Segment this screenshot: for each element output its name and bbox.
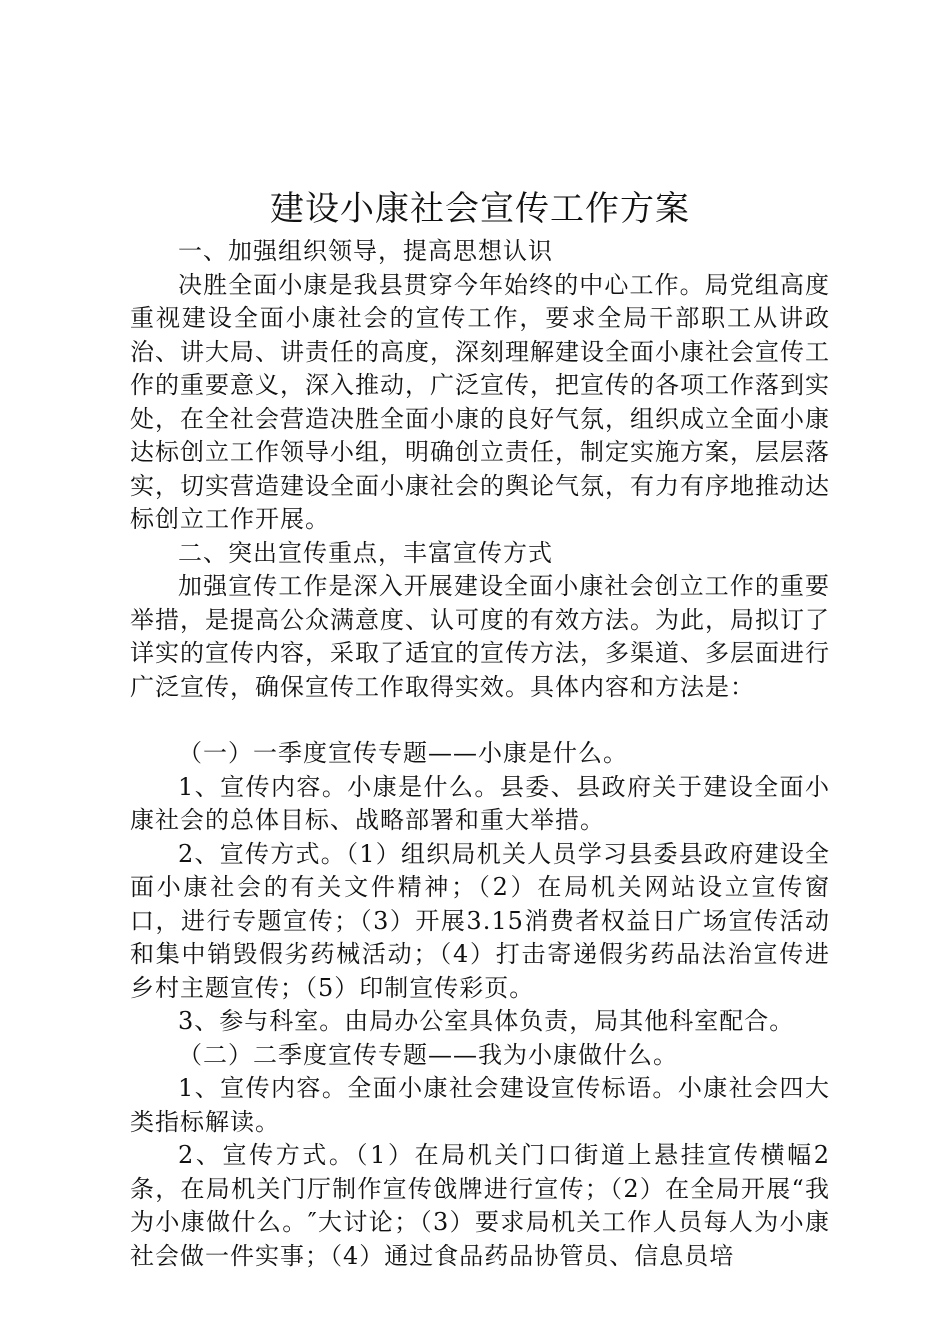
q1-item-methods: 2、宣传方式。（1）组织局机关人员学习县委县政府建设全面小康社会的有关文件精神；（2）在局机关网站设立宣传窗口，进行专题宣传；（3）开展3.15消费者权益日广场宣传活动和集中销毁假劣药械活动；（4）打击寄递假劣药品法治宣传进乡村主题宣传；（5）印制宣传彩页。 (130, 839, 830, 1002)
document-title: 建设小康社会宣传工作方案 (270, 189, 690, 229)
q1-item-departments: 3、参与科室。由局办公室具体负责，局其他科室配合。 (178, 1007, 795, 1035)
section-2-paragraph: 加强宣传工作是深入开展建设全面小康社会创立工作的重要举措，是提高公众满意度、认可度的有效方法。为此，局拟订了详实的宣传内容，采取了适宜的宣传方法，多渠道、多层面进行广泛宣传，确保宣传工作取得实效。具体内容和方法是： (130, 572, 830, 701)
section-1-heading: 一、加强组织领导，提高思想认识 (178, 237, 553, 265)
q2-item-methods: 2、宣传方式。（1）在局机关门口街道上悬挂宣传横幅2条，在局机关门厅制作宣传戗牌进行宣传；（2）在全局开展“我为小康做什么。″大讨论；（3）要求局机关工作人员每人为小康社会做一件实事；（4）通过食品药品协管员、信息员培 (130, 1141, 830, 1270)
q1-item-content: 1、宣传内容。小康是什么。县委、县政府关于建设全面小康社会的总体目标、战略部署和重大举措。 (130, 772, 830, 834)
paragraph-spacer (130, 704, 830, 737)
q1-heading: （一）一季度宣传专题——小康是什么。 (178, 739, 628, 767)
q2-heading: （二）二季度宣传专题——我为小康做什么。 (178, 1040, 678, 1069)
section-1-paragraph: 决胜全面小康是我县贯穿今年始终的中心工作。局党组高度重视建设全面小康社会的宣传工作，要求全局干部职工从讲政治、讲大局、讲责任的高度，深刻理解建设全面小康社会宣传工作的重要意义，深入推动，广泛宣传，把宣传的各项工作落到实处，在全社会营造决胜全面小康的良好气氛，组织成立全面小康达标创立工作领导小组，明确创立责任，制定实施方案，层层落实，切实营造建设全面小康社会的舆论气氛，有力有序地推动达标创立工作开展。 (130, 270, 830, 533)
document-body (130, 183, 830, 1273)
section-2-heading: 二、突出宣传重点，丰富宣传方式 (178, 538, 553, 567)
q2-item-content: 1、宣传内容。全面小康社会建设宣传标语。小康社会四大类指标解读。 (130, 1074, 830, 1136)
